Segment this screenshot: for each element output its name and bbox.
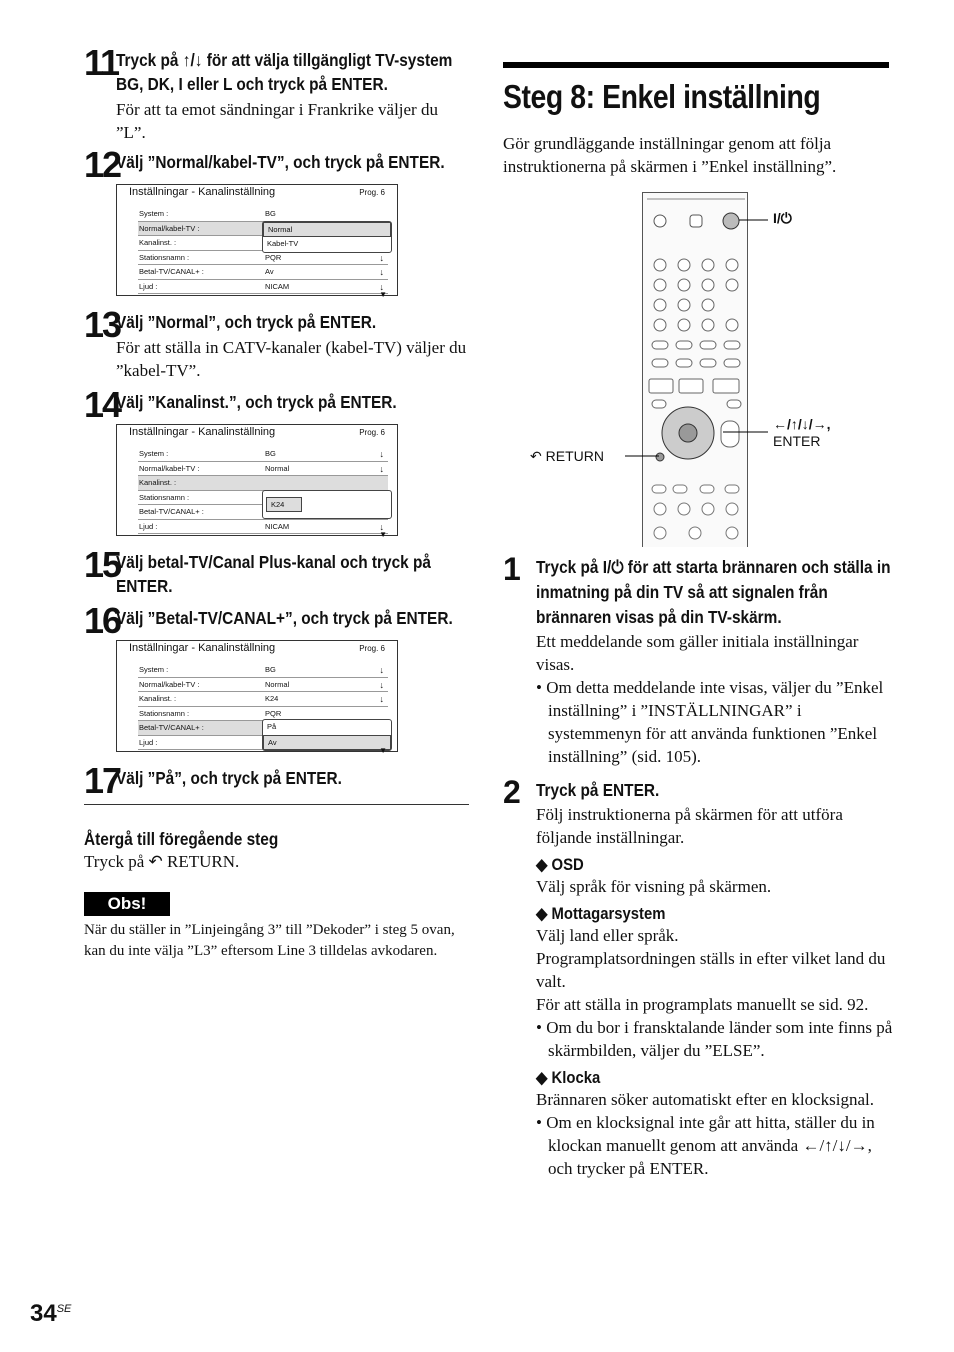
menu-row <box>138 280 388 295</box>
menu-screenshot-1 <box>116 184 398 299</box>
step-number: 11 <box>84 42 119 83</box>
down-arrow-icon: ↓ <box>379 665 384 675</box>
popup-option: Normal <box>263 222 391 237</box>
obs-text: När du ställer in ”Linjeingång 3” till ”Dekoder” i steg 5 ovan, kan du inte välja ”L3” eftersom Line 3 tilldelas avkodaren. <box>84 922 455 959</box>
popup-option: K24 <box>266 497 302 512</box>
down-arrow-icon: ↓ <box>379 679 384 690</box>
left-column <box>84 42 469 962</box>
mottagarsystem-body-3: För att ställa in programplats manuellt se sid. 92. <box>536 995 869 1014</box>
step-heading: Välj ”Normal”, och tryck på ENTER. <box>116 312 377 332</box>
menu-row-label: Kanalinst. : <box>139 694 177 703</box>
step-15 <box>84 544 469 598</box>
menu-row-value: K24 <box>265 694 279 703</box>
menu-row <box>138 692 388 707</box>
step-body: Följ instruktionerna på skärmen för att utföra följande inställningar. <box>536 805 843 847</box>
step-number: 15 <box>84 544 121 585</box>
menu-row-label: System : <box>139 449 169 458</box>
menu-title: Inställningar - Kanalinställning <box>129 426 276 438</box>
menu-row <box>138 520 388 535</box>
page-number <box>30 1300 71 1328</box>
step-heading: Välj ”På”, och tryck på ENTER. <box>116 768 342 788</box>
back-heading: Återgå till föregående steg <box>84 829 279 849</box>
menu-row-label: Ljud : <box>139 281 158 291</box>
menu-title: Inställningar - Kanalinställning <box>129 186 276 198</box>
down-arrow-icon: ↓ <box>379 694 384 704</box>
scroll-down-icon: ▼ <box>379 290 387 299</box>
menu-prog: Prog. 6 <box>359 644 385 653</box>
menu-row-label: Betal-TV/CANAL+ : <box>139 507 204 516</box>
step-heading: Välj ”Betal-TV/CANAL+”, och tryck på ENTER. <box>116 608 453 628</box>
popup-option: På <box>267 722 277 731</box>
klocka-bullet: • Om en klocksignal inte går att hitta, ställer du in klockan manuellt genom att använda ←/↑/↓/→, och trycker på ENTER. <box>536 1113 875 1178</box>
step-11 <box>84 42 469 144</box>
step-heading: Välj ”Normal/kabel-TV”, och tryck på ENTER. <box>116 152 445 172</box>
step-number: 14 <box>84 384 121 425</box>
step-heading: Välj betal-TV/Canal Plus-kanal och tryck på ENTER. <box>116 552 431 596</box>
step-heading: Tryck på ↑/↓ för att välja tillgängligt TV-system BG, DK, I eller L och tryck på ENTER. <box>116 50 453 94</box>
down-arrow-icon: ↓ <box>379 463 384 474</box>
page-title: Steg 8: Enkel inställning <box>503 78 821 115</box>
menu-prog: Prog. 6 <box>359 188 385 197</box>
mottagarsystem-bullet: • Om du bor i fransktalande länder som inte finns på skärmbilden, väljer du ”ELSE”. <box>536 1018 893 1060</box>
mottagarsystem-body-2: Programplatsordningen ställs in efter vilket land du valt. <box>536 949 886 991</box>
step-heading: Välj ”Kanalinst.”, och tryck på ENTER. <box>116 392 397 412</box>
page-number-value: 34 <box>30 1300 57 1327</box>
step-12 <box>84 144 469 185</box>
osd-body: Välj språk för visning på skärmen. <box>536 877 772 896</box>
step-body: För att ta emot sändningar i Frankrike väljer du ”L”. <box>116 100 438 142</box>
osd-heading: ◆ OSD <box>536 856 584 874</box>
menu-row-value: PQR <box>265 708 282 718</box>
step-13 <box>84 304 469 382</box>
right-column <box>503 62 893 1180</box>
menu-screenshot-2 <box>116 424 398 539</box>
menu-row <box>138 663 388 678</box>
menu-row-value: Normal <box>265 679 290 689</box>
menu-row <box>138 678 388 693</box>
menu-screenshot-3 <box>116 640 398 755</box>
menu-row-label: Kanalinst. : <box>139 478 177 487</box>
menu-popup <box>262 221 392 253</box>
step-number: 16 <box>84 600 121 641</box>
menu-row-label: Betal-TV/CANAL+ : <box>139 723 204 732</box>
power-label: I/⏻ <box>773 210 792 226</box>
menu-row-label: Normal/kabel-TV : <box>139 463 200 473</box>
enter-label: ENTER <box>773 433 821 449</box>
menu-row <box>138 447 388 462</box>
menu-row-label: Stationsnamn : <box>139 492 190 502</box>
menu-row-label: Normal/kabel-TV : <box>139 223 200 233</box>
menu-row <box>138 462 388 477</box>
menu-title: Inställningar - Kanalinställning <box>129 642 276 654</box>
step-14 <box>84 384 469 425</box>
menu-row <box>138 265 388 280</box>
menu-row <box>138 207 388 222</box>
back-text: Tryck på ↶ RETURN. <box>84 852 240 871</box>
klocka-body: Brännaren söker automatiskt efter en klocksignal. <box>536 1090 874 1109</box>
step-heading: Tryck på I/⏻ för att starta brännaren och ställa in inmatning på din TV så att signalen från brännaren visas på din TV-skärm. <box>536 557 891 627</box>
menu-row-label: System : <box>139 209 169 218</box>
menu-row-value: BG <box>265 449 276 458</box>
step-body: Ett meddelande som gäller initiala inställningar visas. <box>536 632 859 674</box>
menu-row-value: Av <box>265 267 274 276</box>
menu-popup <box>262 719 392 751</box>
down-arrow-icon: ↓ <box>379 267 384 277</box>
step-number: 2 <box>503 774 521 810</box>
remote-illustration <box>503 192 893 547</box>
down-arrow-icon: ↓ <box>379 449 384 459</box>
menu-row-value: Normal <box>265 463 290 473</box>
scroll-down-icon: ▼ <box>379 530 387 539</box>
menu-row-label: Kanalinst. : <box>139 238 177 247</box>
menu-prog: Prog. 6 <box>359 428 385 437</box>
step-2 <box>503 774 893 1180</box>
step-number: 17 <box>84 760 121 801</box>
step-number: 1 <box>503 551 521 587</box>
intro-text: Gör grundläggande inställningar genom att följa instruktionerna på skärmen i ”Enkel inställning”. <box>503 134 837 176</box>
menu-row-value: BG <box>265 209 276 218</box>
menu-row-value: BG <box>265 665 276 674</box>
mottagarsystem-body-1: Välj land eller språk. <box>536 926 679 945</box>
menu-row-label: Stationsnamn : <box>139 708 190 718</box>
step-17 <box>84 760 469 801</box>
klocka-heading: ◆ Klocka <box>536 1069 601 1087</box>
menu-row-label: Betal-TV/CANAL+ : <box>139 267 204 276</box>
chapter-bar <box>503 62 889 68</box>
step-16 <box>84 600 469 641</box>
step-1 <box>503 551 893 768</box>
page-number-suffix: SE <box>56 1303 72 1315</box>
popup-option: Kabel-TV <box>267 239 299 248</box>
step-bullet: • Om detta meddelande inte visas, väljer du ”Enkel inställning” i ”INSTÄLLNINGAR” i systemmenyn för att använda funktionen ”Enkel inställning” (sid. 105). <box>536 678 884 766</box>
step-body: För att ställa in CATV-kanaler (kabel-TV) väljer du ”kabel-TV”. <box>116 338 467 380</box>
down-arrow-icon: ↓ <box>379 521 384 532</box>
menu-row-label: Ljud : <box>139 521 158 531</box>
menu-row <box>138 476 388 491</box>
mottagarsystem-heading: ◆ Mottagarsystem <box>536 905 666 923</box>
step-number: 12 <box>84 144 121 185</box>
menu-row-value: NICAM <box>265 281 290 291</box>
scroll-down-icon: ▼ <box>379 746 387 755</box>
menu-row-label: Normal/kabel-TV : <box>139 679 200 689</box>
popup-option: Av <box>263 735 391 750</box>
menu-row-label: Ljud : <box>139 737 158 747</box>
menu-row-value: NICAM <box>265 521 290 531</box>
down-arrow-icon: ↓ <box>379 281 384 292</box>
menu-row-value: PQR <box>265 252 282 262</box>
step-heading: Tryck på ENTER. <box>536 780 660 800</box>
obs-badge: Obs! <box>84 892 170 916</box>
menu-row-label: System : <box>139 665 169 674</box>
step-number: 13 <box>84 304 121 345</box>
divider <box>84 804 469 805</box>
menu-popup <box>262 490 392 519</box>
down-arrow-icon: ↓ <box>379 252 384 263</box>
return-label: ↶ RETURN <box>530 448 604 464</box>
menu-row-label: Stationsnamn : <box>139 252 190 262</box>
arrows-label: ←/↑/↓/→, <box>773 416 831 432</box>
